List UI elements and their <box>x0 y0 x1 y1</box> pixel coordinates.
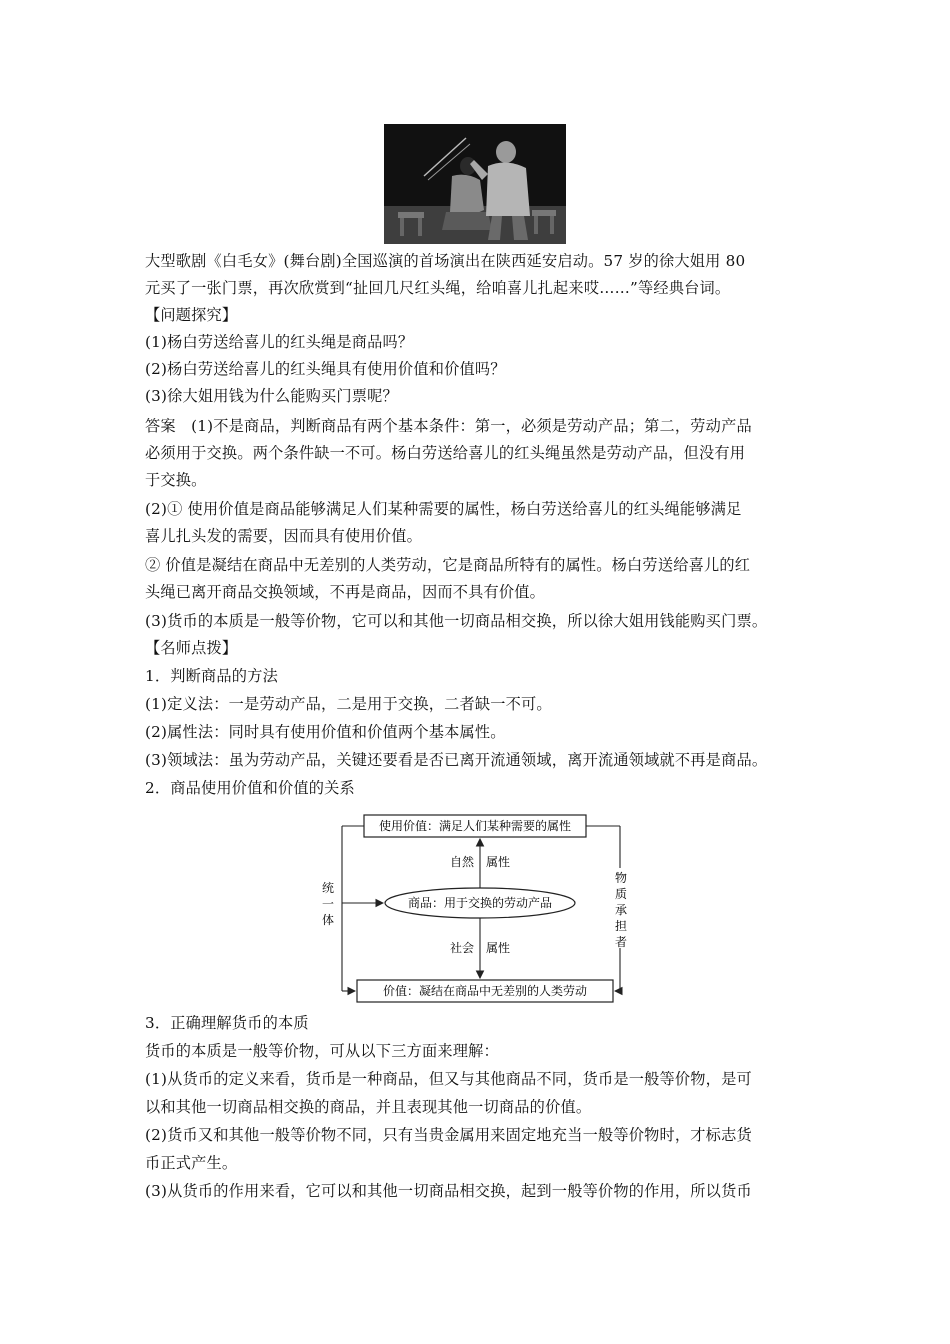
attribute-label: 属性 <box>486 855 511 869</box>
unity-label: 统 <box>321 881 335 895</box>
answer-line: 喜儿扎头发的需要，因而具有使用价值。 <box>145 527 422 545</box>
attribute-label: 属性 <box>486 941 511 955</box>
intro-line: 元买了一张门票，再次欣赏到“扯回几尺红头绳，给咱喜儿扎起来哎……”等经典台词。 <box>145 279 731 297</box>
commodity-text: 商品：用于交换的劳动产品 <box>407 896 553 910</box>
tips-line: 3．正确理解货币的本质 <box>145 1014 309 1032</box>
answer-line: (2)① 使用价值是商品能够满足人们某种需要的属性，杨白劳送给喜儿的红头绳能够满足 <box>145 500 742 518</box>
question-line: (1)杨白劳送给喜儿的红头绳是商品吗？ <box>145 333 414 351</box>
value-relation-diagram <box>314 810 644 1006</box>
social-label: 社会 <box>449 941 474 955</box>
tips-line: (1)定义法：一是劳动产品，二是用于交换，二者缺一不可。 <box>145 695 552 713</box>
value-text: 价值：凝结在商品中无差别的人类劳动 <box>382 984 588 998</box>
intro-line: 大型歌剧《白毛女》(舞台剧)全国巡演的首场演出在陕西延安启动。57 岁的徐大姐用 80 <box>145 252 746 270</box>
tips-line: (2)属性法：同时具有使用价值和价值两个基本属性。 <box>145 723 506 741</box>
unity-label: 一 <box>321 897 335 911</box>
tips-line: (2)货币又和其他一般等价物不同，只有当贵金属用来固定地充当一般等价物时，才标志货 <box>145 1126 752 1144</box>
question-line: (3)徐大姐用钱为什么能购买门票呢？ <box>145 387 398 405</box>
answer-line: 必须用于交换。两个条件缺一不可。杨白劳送给喜儿的红头绳虽然是劳动产品，但没有用 <box>145 444 746 462</box>
carrier-label: 者 <box>614 935 628 949</box>
tips-line: 以和其他一切商品相交换的商品，并且表现其他一切商品的价值。 <box>145 1098 592 1116</box>
answer-line: 头绳已离开商品交换领域，不再是商品，因而不具有价值。 <box>145 583 546 601</box>
answer-line: ② 价值是凝结在商品中无差别的人类劳动，它是商品所特有的属性。杨白劳送给喜儿的红 <box>145 556 751 574</box>
use-value-text: 使用价值：满足人们某种需要的属性 <box>378 819 572 833</box>
tips-line: 2．商品使用价值和价值的关系 <box>145 779 355 797</box>
answer-line: 答案 (1)不是商品，判断商品有两个基本条件：第一，必须是劳动产品；第二，劳动产品 <box>145 417 752 435</box>
inquiry-heading: 【问题探究】 <box>145 306 238 324</box>
carrier-label: 质 <box>614 887 628 901</box>
opera-photo <box>384 124 566 244</box>
answer-line: (3)货币的本质是一般等价物，它可以和其他一切商品相交换，所以徐大姐用钱能购买门票。 <box>145 612 768 630</box>
question-line: (2)杨白劳送给喜儿的红头绳具有使用价值和价值吗？ <box>145 360 506 378</box>
tips-line: (3)从货币的作用来看，它可以和其他一切商品相交换，起到一般等价物的作用，所以货币 <box>145 1182 752 1200</box>
natural-label: 自然 <box>449 855 474 869</box>
tips-line: 货币的本质是一般等价物，可从以下三方面来理解： <box>145 1042 499 1060</box>
carrier-label: 担 <box>614 919 628 933</box>
tips-line: 1．判断商品的方法 <box>145 667 278 685</box>
tips-heading: 【名师点拨】 <box>145 639 238 657</box>
answer-line: 于交换。 <box>145 471 207 489</box>
tips-line: 币正式产生。 <box>145 1154 238 1172</box>
tips-line: (3)领域法：虽为劳动产品，关键还要看是否已离开流通领域，离开流通领域就不再是商品。 <box>145 751 768 769</box>
carrier-label: 物 <box>614 871 628 885</box>
opera-performance-photo-icon <box>384 124 566 244</box>
unity-label: 体 <box>321 913 335 927</box>
tips-line: (1)从货币的定义来看，货币是一种商品，但又与其他商品不同，货币是一般等价物，是可 <box>145 1070 752 1088</box>
carrier-label: 承 <box>614 903 628 917</box>
